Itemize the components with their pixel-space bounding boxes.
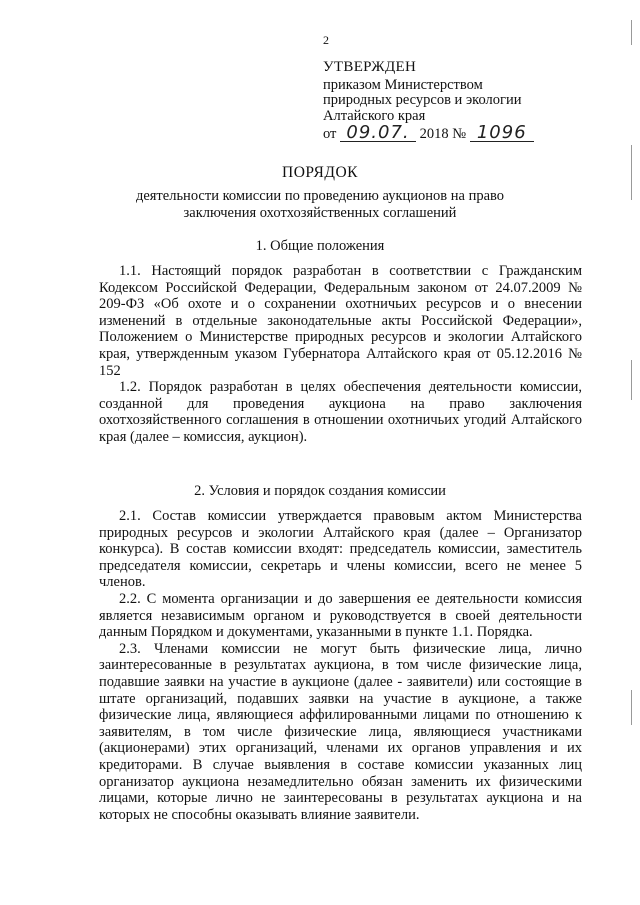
paragraph: 2.1. Состав комиссии утверждается правовым актом Министерства природных ресурсов и экологии Алтайского края (далее – Организатор конкурса). В состав комиссии входят: председатель комиссии, заместитель председателя комиссии, секретарь и члены комиссии, всего не менее 5 членов. bbox=[99, 508, 582, 591]
scan-edge-mark bbox=[631, 20, 632, 45]
scan-edge-mark bbox=[631, 690, 632, 725]
approval-heading: УТВЕРЖДЕН bbox=[323, 59, 417, 75]
section-body bbox=[99, 508, 582, 823]
page-number: 2 bbox=[323, 33, 329, 47]
section-body bbox=[99, 263, 582, 446]
date-prefix: от bbox=[323, 126, 337, 142]
order-number-field: 1096 bbox=[470, 125, 534, 142]
section-heading: 2. Условия и порядок создания комиссии bbox=[194, 483, 446, 499]
approval-date-line bbox=[323, 122, 534, 143]
date-field: 09.07. bbox=[340, 125, 416, 142]
section-heading: 1. Общие положения bbox=[255, 238, 385, 254]
document-title: ПОРЯДОК bbox=[282, 164, 358, 181]
year: 2018 bbox=[419, 126, 449, 142]
approval-line: природных ресурсов и экологии bbox=[323, 92, 522, 108]
subtitle-line: деятельности комиссии по проведению аукционов на право bbox=[135, 188, 505, 204]
document-subtitle bbox=[0, 188, 640, 222]
approval-line: приказом Министерством bbox=[323, 76, 483, 93]
paragraph: 1.1. Настоящий порядок разработан в соответствии с Гражданским Кодексом Российской Федерации, Федеральным законом от 24.07.2009 № 209-ФЗ «Об охоте и о сохранении охотничьих ресурсов и о внесении изменений в отдельные законодательные акты Российской Федерации», Положением о Министерстве природных ресурсов и экологии Алтайского края, утвержденным указом Губернатора Алтайского края от 05.12.2016 № 152 bbox=[99, 263, 582, 379]
paragraph: 1.2. Порядок разработан в целях обеспечения деятельности комиссии, созданной для проведения аукциона на право заключения охотхозяйственного соглашения в отношении охотничьих угодий Алтайского края (далее – комиссия, аукцион). bbox=[99, 379, 582, 445]
approval-stamp bbox=[323, 60, 534, 143]
subtitle-line: заключения охотхозяйственных соглашений bbox=[183, 205, 457, 221]
paragraph: 2.2. С момента организации и до завершения ее деятельности комиссия является независимым органом и руководствуется в своей деятельности данным Порядком и документами, указанными в пункте 1.1. Порядка. bbox=[99, 590, 582, 641]
number-sign: № bbox=[452, 126, 467, 142]
paragraph: 2.3. Членами комиссии не могут быть физические лица, лично заинтересованные в результатах аукциона, в том числе физические лица, подавшие заявки на участие в аукционе (далее - заявители) или состоящие в штате организаций, подавших заявки на участие в аукционе, а также физические лица, являющиеся аффилированными лицами по отношению к заявителям, в том числе физические лица, являющиеся участниками (акционерами) этих организаций, членами их органов управления и их кредиторами. В случае выявления в составе комиссии указанных лиц организатор аукциона незамедлительно обязан заменить их физическими лицами, которые лично не заинтересованы в результатах аукциона и на которых не способны оказывать влияние заявители. bbox=[99, 640, 582, 823]
approval-line: Алтайского края bbox=[323, 107, 426, 124]
scan-edge-mark bbox=[631, 145, 632, 200]
scan-edge-mark bbox=[631, 360, 632, 400]
